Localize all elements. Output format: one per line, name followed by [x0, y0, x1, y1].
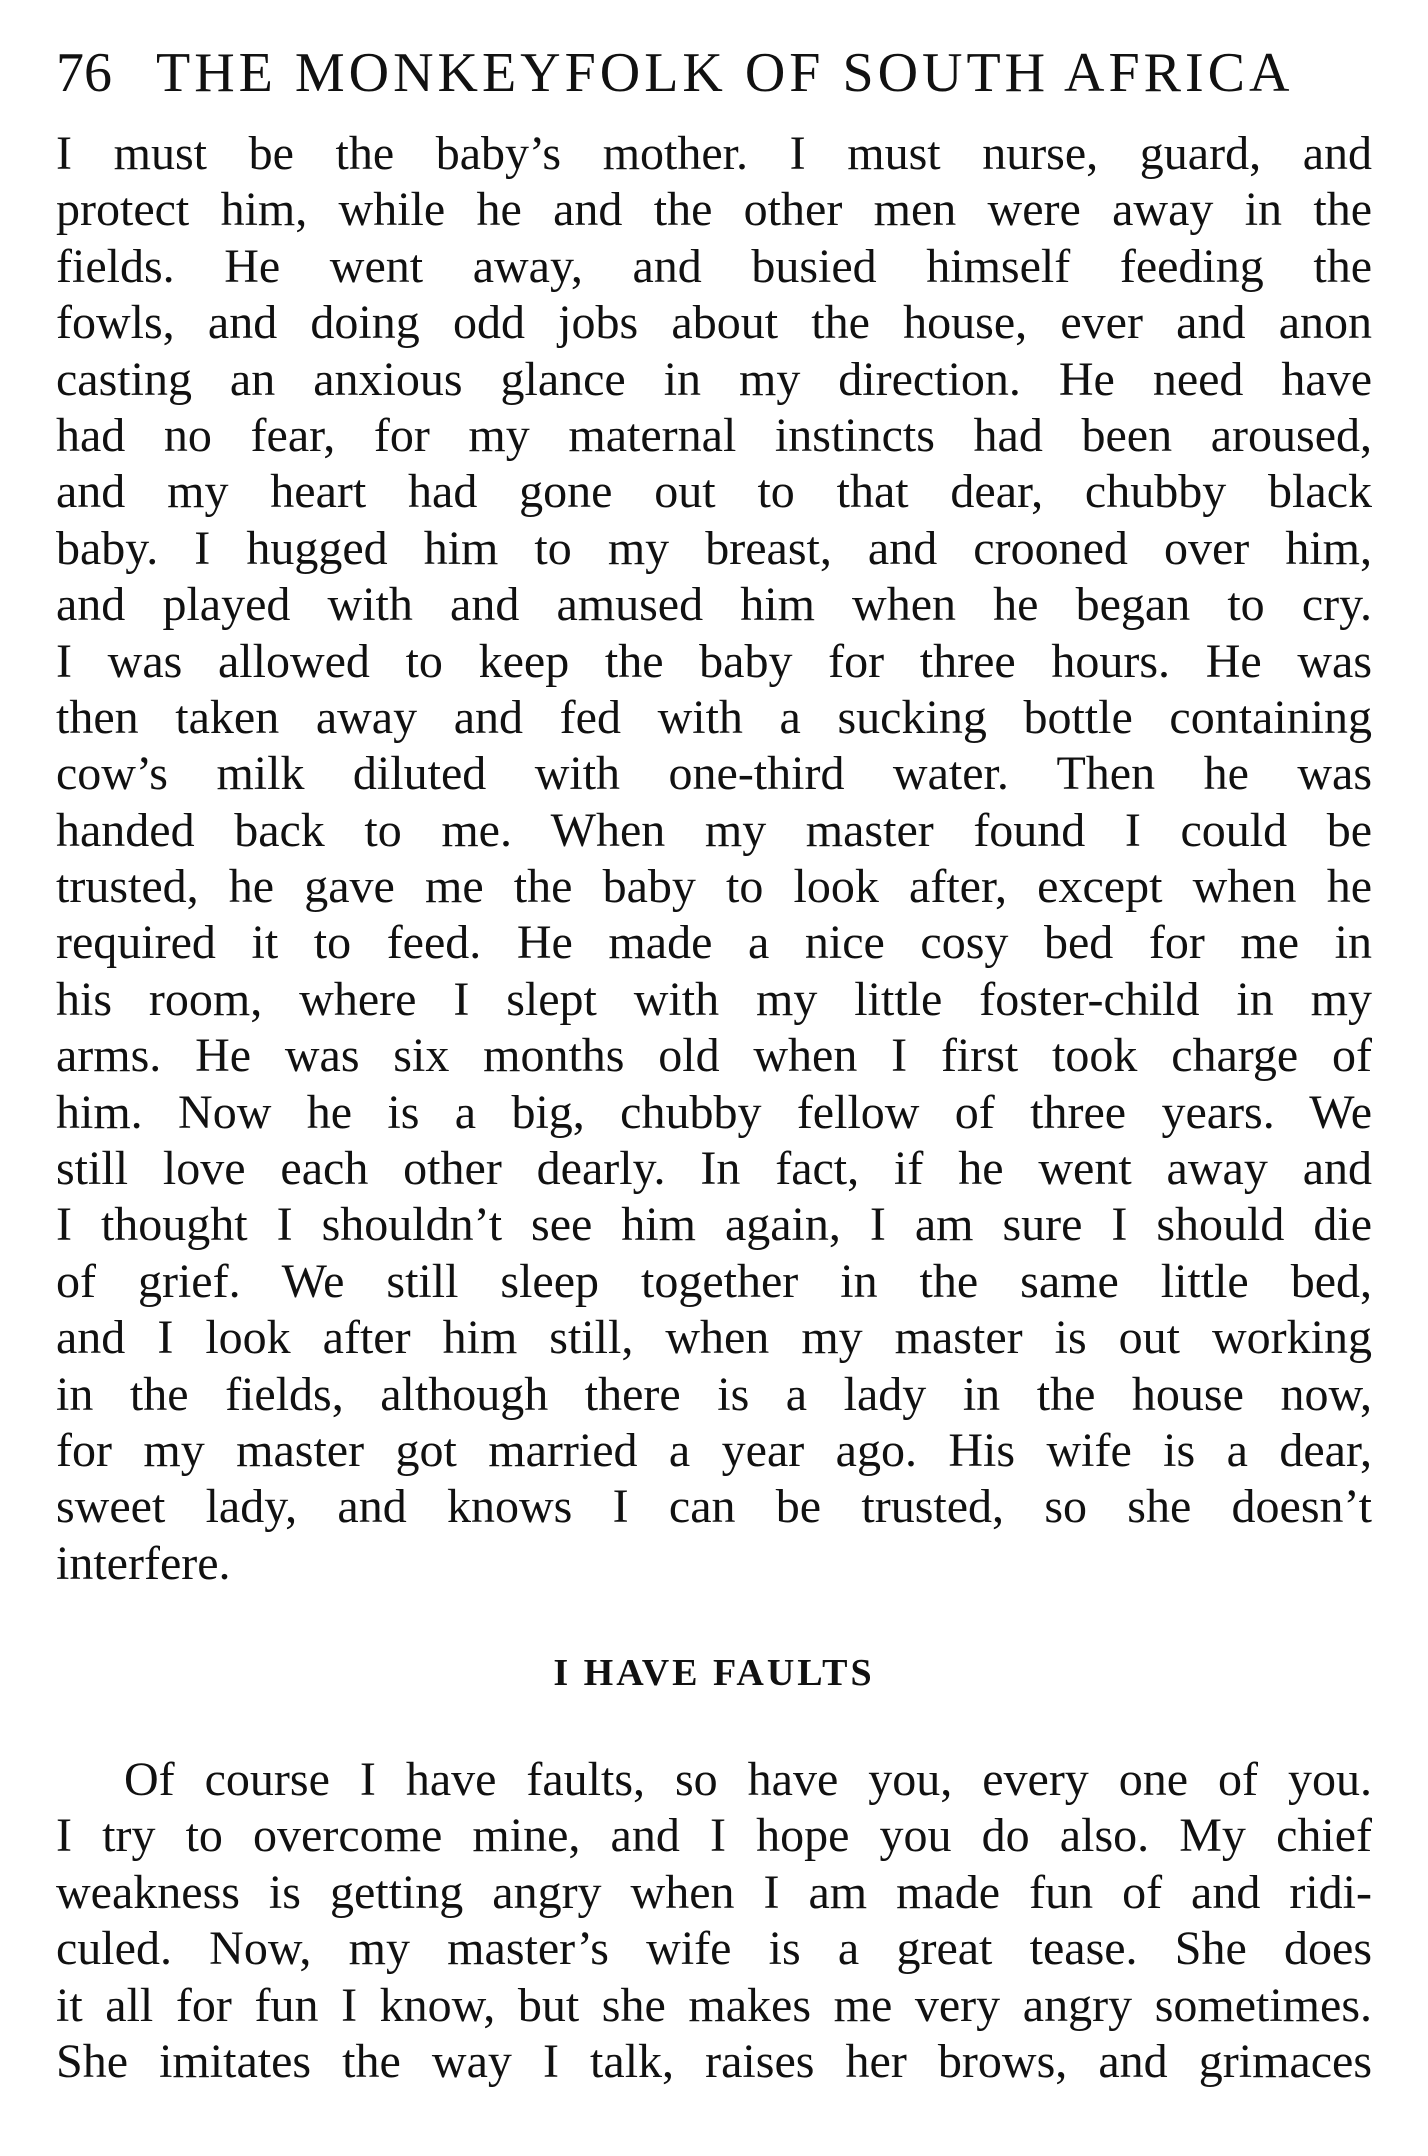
text-line: it all for fun I know, but she makes me very angry sometimes. [56, 1978, 1372, 2032]
text-line: arms. He was six months old when I first took charge of [56, 1029, 1372, 1083]
text-line: sweet lady, and knows I can be trusted, so she doesn’t [56, 1480, 1372, 1534]
text-line: had no fear, for my maternal instincts had been aroused, [56, 408, 1372, 462]
text-line: handed back to me. When my master found I could be [56, 803, 1372, 857]
text-line: cow’s milk diluted with one-third water. Then he was [56, 747, 1372, 801]
text-line: him. Now he is a big, chubby fellow of three years. We [56, 1085, 1372, 1139]
text-line: his room, where I slept with my little foster-child in my [56, 972, 1372, 1026]
text-line: I must be the baby’s mother. I must nurse, guard, and [56, 127, 1372, 180]
text-line: I try to overcome mine, and I hope you do also. My chief [56, 1809, 1372, 1863]
paragraph-faults [56, 1752, 1372, 2090]
text-line: then taken away and fed with a sucking bottle containing [56, 690, 1372, 744]
text-line: fowls, and doing odd jobs about the house, ever and anon [56, 296, 1372, 350]
text-line: still love each other dearly. In fact, if he went away and [56, 1142, 1372, 1196]
text-line: and my heart had gone out to that dear, chubby black [56, 465, 1372, 519]
text-line: protect him, while he and the other men were away in the [56, 183, 1372, 237]
section-heading: I HAVE FAULTS [553, 1652, 875, 1694]
text-line: Of course I have faults, so have you, every one of you. [124, 1753, 1372, 1806]
running-title: THE MONKEYFOLK OF SOUTH AFRICA [156, 42, 1294, 104]
text-line: and I look after him still, when my master is out working [56, 1311, 1372, 1365]
text-line: weakness is getting angry when I am made fun of and ridi- [56, 1865, 1372, 1919]
text-line: fields. He went away, and busied himself feeding the [56, 239, 1372, 293]
text-line: interfere. [56, 1536, 231, 1590]
text-line: and played with and amused him when he began to cry. [56, 578, 1372, 632]
running-head [56, 38, 1372, 108]
page-number: 76 [56, 42, 112, 104]
text-line: casting an anxious glance in my direction. He need have [56, 352, 1372, 406]
text-line: in the fields, although there is a lady in the house now, [56, 1367, 1372, 1421]
text-line: trusted, he gave me the baby to look after, except when he [56, 860, 1372, 914]
text-line: baby. I hugged him to my breast, and crooned over him, [56, 521, 1372, 575]
text-line: required it to feed. He made a nice cosy bed for me in [56, 916, 1372, 970]
text-line: of grief. We still sleep together in the same little bed, [56, 1254, 1372, 1308]
text-line: culed. Now, my master’s wife is a great tease. She does [56, 1922, 1372, 1976]
text-line: I thought I shouldn’t see him again, I am sure I should die [56, 1198, 1372, 1252]
book-page [56, 0, 1372, 2156]
text-line: She imitates the way I talk, raises her brows, and grimaces [56, 2034, 1372, 2088]
text-line: for my master got married a year ago. His wife is a dear, [56, 1423, 1372, 1477]
text-line: I was allowed to keep the baby for three hours. He was [56, 634, 1372, 688]
paragraph-baby [56, 126, 1372, 1592]
